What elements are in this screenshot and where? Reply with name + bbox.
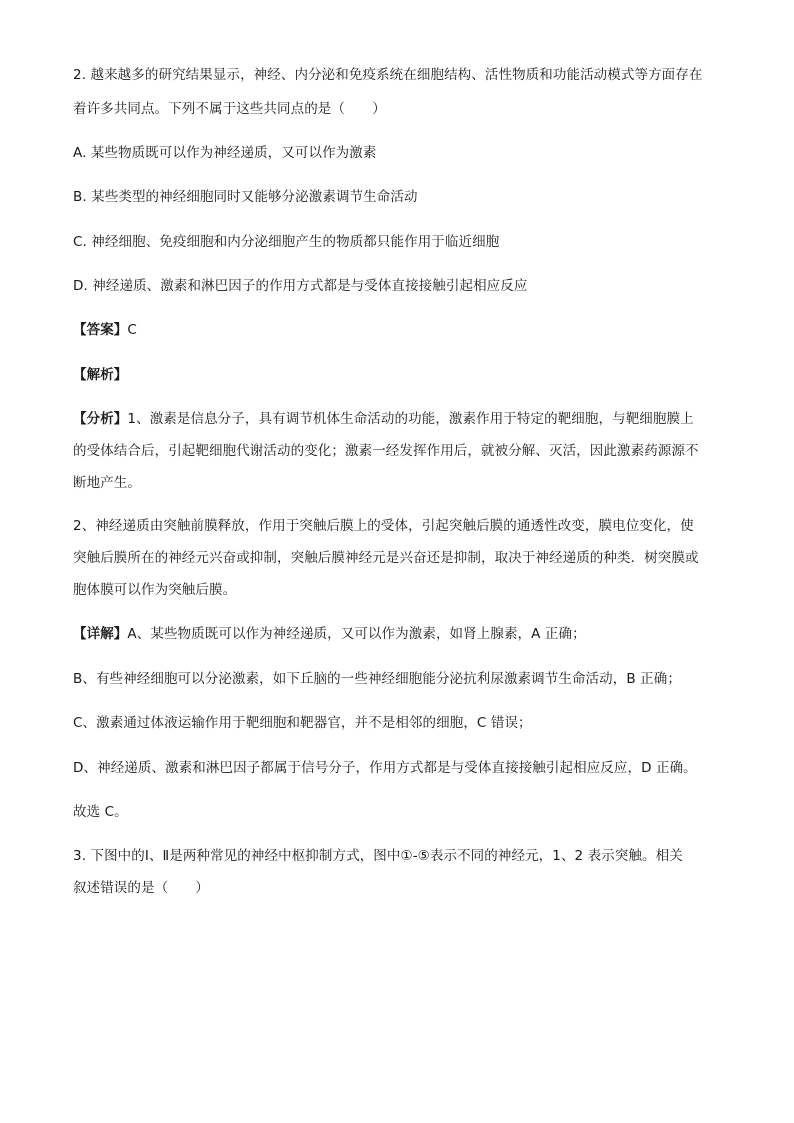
- q3-stem-line1: 3. 下图中的Ⅰ、Ⅱ是两种常见的神经中枢抑制方式，图中①-⑤表示不同的神经元，1、2 表示突触。相关: [73, 848, 683, 864]
- xiangjie-a-text: A、某些物质既可以作为神经递质，又可以作为激素，如肾上腺素，A 正确；: [127, 626, 586, 642]
- q3-stem-line2: 叙述错误的是（ ）: [73, 880, 209, 896]
- xiangjie-a: [73, 625, 586, 643]
- q2-stem-line1: 2. 越来越多的研究结果显示，神经、内分泌和免疫系统在细胞结构、活性物质和功能活动模式等方面存在: [73, 67, 703, 83]
- xiangjie-b: B、有些神经细胞可以分泌激素，如下丘脑的一些神经细胞能分泌抗利尿激素调节生命活动，B 正确；: [73, 671, 681, 687]
- answer-value: C: [127, 322, 137, 338]
- xiangjie-tag: 【详解】: [73, 626, 128, 642]
- answer-tag: 【答案】: [73, 322, 128, 338]
- q2-option-b: B. 某些类型的神经细胞同时又能够分泌激素调节生命活动: [73, 189, 418, 205]
- fenxi-p2-line3: 胞体膜可以作为突触后膜。: [73, 582, 237, 598]
- fenxi-p1-line1: [73, 410, 694, 428]
- fenxi-tag: 【分析】: [73, 411, 128, 427]
- q2-option-c: C. 神经细胞、免疫细胞和内分泌细胞产生的物质都只能作用于临近细胞: [73, 234, 500, 250]
- q2-answer: [73, 321, 137, 339]
- xiangjie-d: D、神经递质、激素和淋巴因子都属于信号分子，作用方式都是与受体直接接触引起相应反应，D 正确。: [73, 760, 697, 776]
- fenxi-p2-line2: 突触后膜所在的神经元兴奋或抑制，突触后膜神经元是兴奋还是抑制，取决于神经递质的种类．树突膜或: [73, 550, 699, 566]
- xiangjie-c: C、激素通过体液运输作用于靶细胞和靶器官，并不是相邻的细胞，C 错误；: [73, 715, 532, 731]
- conclusion: 故选 C。: [73, 804, 128, 820]
- q2-stem-line2: 着许多共同点。下列不属于这些共同点的是（ ）: [73, 101, 386, 117]
- q2-option-d: D. 神经递质、激素和淋巴因子的作用方式都是与受体直接接触引起相应反应: [73, 278, 528, 294]
- fenxi-p1-line3: 断地产生。: [73, 475, 141, 491]
- fenxi-p1-line2: 的受体结合后，引起靶细胞代谢活动的变化；激素一经发挥作用后，就被分解、灭活，因此激素药源源不: [73, 443, 699, 459]
- analysis-tag: 【解析】: [73, 367, 128, 383]
- fenxi-p1-line1-text: 1、激素是信息分子，具有调节机体生命活动的功能，激素作用于特定的靶细胞，与靶细胞膜上: [127, 411, 694, 427]
- fenxi-p2-line1: 2、神经递质由突触前膜释放，作用于突触后膜上的受体，引起突触后膜的通透性改变，膜电位变化，使: [73, 518, 694, 534]
- q2-option-a: A. 某些物质既可以作为神经递质，又可以作为激素: [73, 145, 377, 161]
